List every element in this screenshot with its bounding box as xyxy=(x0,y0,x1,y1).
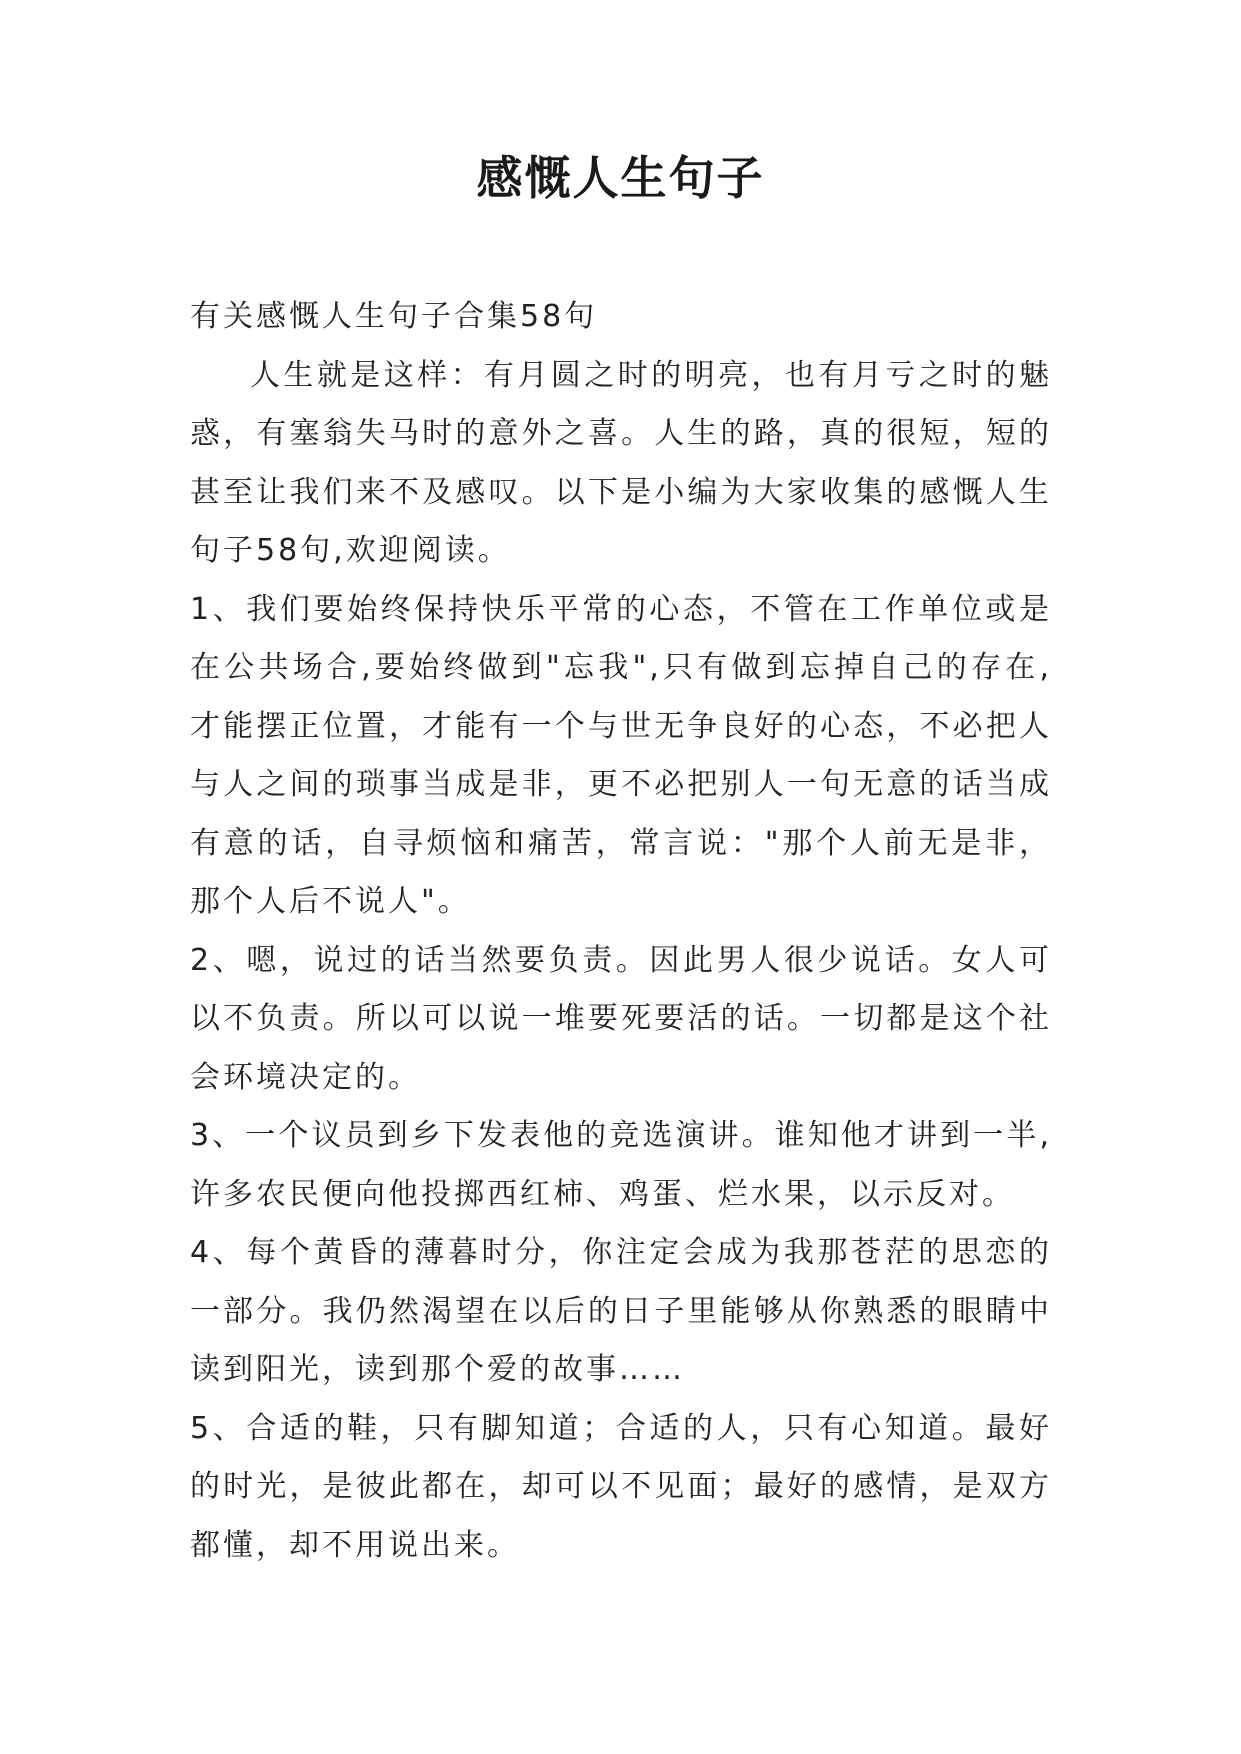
list-item-3: 3、一个议员到乡下发表他的竞选演讲。谁知他才讲到一半,许多农民便向他投掷西红柿、鸡蛋、烂水果，以示反对。 xyxy=(190,1118,1052,1212)
list-item-2: 2、嗯，说过的话当然要负责。因此男人很少说话。女人可以不负责。所以可以说一堆要死要活的话。一切都是这个社会环境决定的。 xyxy=(190,942,1052,1095)
list-item-5: 5、合适的鞋，只有脚知道；合适的人，只有心知道。最好的时光，是彼此都在，却可以不见面；最好的感情，是双方都懂，却不用说出来。 xyxy=(190,1410,1052,1563)
document-body xyxy=(190,288,1052,1575)
intro-paragraph: 人生就是这样：有月圆之时的明亮，也有月亏之时的魅惑，有塞翁失马时的意外之喜。人生的路，真的很短，短的甚至让我们来不及感叹。以下是小编为大家收集的感慨人生句子58句,欢迎阅读。 xyxy=(190,357,1052,568)
list-item-1: 1、我们要始终保持快乐平常的心态，不管在工作单位或是在公共场合,要始终做到"忘我",只有做到忘掉自己的存在,才能摆正位置，才能有一个与世无争良好的心态，不必把人与人之间的琐事当成是非，更不必把别人一句无意的话当成有意的话，自寻烦恼和痛苦，常言说："那个人前无是非，那个人后不说人"。 xyxy=(190,591,1052,919)
document-subtitle: 有关感慨人生句子合集58句 xyxy=(190,299,598,334)
list-item-4: 4、每个黄昏的薄暮时分，你注定会成为我那苍茫的思恋的一部分。我仍然渴望在以后的日子里能够从你熟悉的眼睛中读到阳光，读到那个爱的故事…… xyxy=(190,1235,1052,1387)
document-title: 感慨人生句子 xyxy=(476,151,765,205)
